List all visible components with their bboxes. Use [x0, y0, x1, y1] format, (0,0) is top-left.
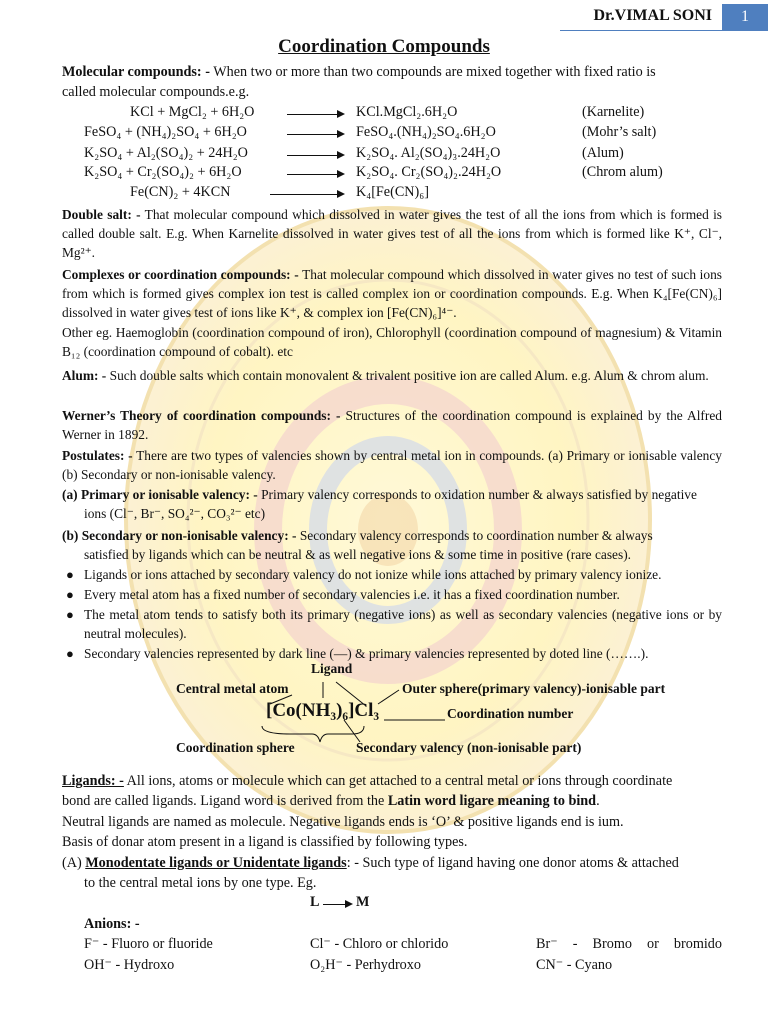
anions-heading: Anions: - [84, 916, 140, 932]
equation-lhs: K₂SO₄ + Al₂(SO₄)₂ + 24H₂O [84, 145, 248, 161]
diagram-secondary-valency-label: Secondary valency (non-ionisable part) [356, 740, 582, 755]
ligands-basis-text: Basis of donar atom present in a ligand is classified by following types. [62, 834, 468, 850]
ligands-basis-paragraph [62, 832, 722, 852]
bullet-text: Ligands or ions attached by secondary valency do not ionize while ions attached by primary valency ionize. [84, 567, 662, 582]
monodentate-text-2: to the central metal ions by one type. Eg. [84, 875, 317, 891]
bullet-dot-icon: ● [66, 587, 74, 602]
secondary-valency-heading: (b) Secondary or non-ionisable valency: - [62, 528, 297, 543]
anion-entry: OH⁻ - Hydroxo [84, 957, 175, 973]
ligands-latin-text: Latin word ligare meaning to bind [387, 793, 597, 809]
diagram-ligand-label: Ligand [311, 661, 353, 676]
anion-entry: CN⁻ - Cyano [536, 957, 613, 973]
monodentate-text-1: : - Such type of ligand having one donor atoms & attached [346, 855, 679, 871]
equation-name: (Chrom alum) [582, 164, 663, 180]
equation-rhs: K₂SO₄. Cr₂(SO₄)₂.24H₂O [356, 164, 502, 180]
ligands-heading: Ligands: - [62, 773, 124, 789]
primary-valency-heading: (a) Primary or ionisable valency: - [62, 487, 258, 502]
page-title: Coordination Compounds [278, 36, 490, 57]
alum-text: Such double salts which contain monovalent & trivalent positive ion are called Alum. e.g. Alum & chrom alum. [109, 368, 709, 383]
equation-name: (Alum) [582, 145, 624, 161]
bullet-dot-icon: ● [66, 607, 74, 622]
postulates-heading: Postulates: - [62, 448, 133, 463]
equation-name: (Karnelite) [582, 104, 645, 120]
equation-lhs: K₂SO₄ + Cr₂(SO₄)₂ + 6H₂O [84, 164, 242, 180]
diagram-coordination-number-label: Coordination number [447, 706, 574, 721]
equation-lhs: Fe(CN)₂ + 4KCN [130, 184, 231, 200]
ligands-text-2a: bond are called ligands. Ligand word is derived from the [62, 793, 385, 809]
equation-name: (Mohr’s salt) [582, 124, 657, 140]
arrow-right-icon [323, 904, 351, 905]
ligands-paragraph-1 [62, 771, 722, 791]
bullet-text: Every metal atom has a fixed number of secondary valencies i.e. it has a fixed coordination number. [84, 587, 620, 602]
double-salt-heading: Double salt: - [62, 207, 141, 222]
anion-entry: O₂H⁻ - Perhydroxo [310, 957, 421, 973]
complex-formula: [Co(NH₃)₆]Cl₃ [266, 700, 380, 721]
lm-right-label: M [356, 894, 370, 910]
anion-entry: Cl⁻ - Chloro or chlorido [310, 936, 449, 952]
lm-left-label: L [310, 894, 320, 910]
secondary-valency-text-2: satisfied by ligands which can be neutral & as well negative ions & some time in positive (rare cases). [84, 547, 632, 562]
alum-heading: Alum: - [62, 368, 107, 383]
werner-heading: Werner’s Theory of coordination compounds: - [62, 408, 341, 423]
anion-entry: F⁻ - Fluoro or fluoride [84, 936, 213, 952]
molecular-text-2: called molecular compounds.e.g. [62, 84, 250, 100]
monodentate-paragraph-1 [62, 853, 722, 873]
equation-rhs: K₄[Fe(CN)₆] [356, 184, 429, 200]
equation-lhs: FeSO₄ + (NH₄)₂SO₄ + 6H₂O [84, 124, 247, 140]
bullet-text: The metal atom tends to satisfy both its primary (negative ions) as well as secondary valencies (negative ions or by neutral molecules). [84, 607, 722, 641]
monodentate-paragraph-2 [84, 873, 722, 893]
secondary-valency-text-1: Secondary valency corresponds to coordination number & always [299, 528, 653, 543]
ligands-paragraph-2: bond are called ligands. Ligand word is derived from the Latin word ligare meaning to bind. [62, 793, 600, 809]
bullet-text: Secondary valencies represented by dark line (—) & primary valencies represented by doted line (…….). [84, 646, 649, 661]
equation-lhs: KCl + MgCl₂ + 6H₂O [130, 104, 255, 120]
molecular-text-1: When two or more than two compounds are mixed together with fixed ratio is [213, 64, 656, 80]
primary-valency-text-2: ions (Cl⁻, Br⁻, SO₄²⁻, CO₃²⁻ etc) [84, 506, 266, 521]
bullet-dot-icon: ● [66, 567, 74, 582]
werner-text: Structures of the coordination compound is explained by the Alfred Werner in 1892. [62, 408, 722, 442]
primary-valency-text-1: Primary valency corresponds to oxidation number & always satisfied by negative [261, 487, 697, 502]
author-name: Dr.VIMAL SONI [593, 7, 712, 24]
diagram-coordination-sphere-label: Coordination sphere [176, 740, 295, 755]
molecular-heading: Molecular compounds: - [62, 64, 210, 80]
equation-rhs: FeSO₄.(NH₄)₂SO₄.6H₂O [356, 124, 496, 140]
monodentate-heading: Monodentate ligands or Unidentate ligands [85, 855, 347, 871]
postulates-text: There are two types of valencies shown by central metal ion in compounds. (a) Primary or ionisable valency (b) Secondary or non-ionisable valency. [62, 448, 722, 482]
complexes-other-text: Other eg. Haemoglobin (coordination compound of iron), Chlorophyll (coordination compound of magnesium) & Vitamin B₁₂ (coordination compound of cobalt). etc [62, 325, 722, 359]
diagram-outer-sphere-label: Outer sphere(primary valency)-ionisable part [402, 681, 666, 696]
ligands-neutral-paragraph [62, 812, 722, 832]
equation-rhs: K₂SO₄. Al₂(SO₄)₃.24H₂O [356, 145, 501, 161]
bullet-dot-icon: ● [66, 646, 74, 661]
ligands-neutral-text: Neutral ligands are named as molecule. Negative ligands ends is ‘O’ & positive ligands end is ium. [62, 814, 624, 830]
complexes-text: That molecular compound which dissolved in water gives no test of such ions from which is formed gives complex ion test is called complex ion or coordination compounds. E.g. When K₄[Fe(CN)₆] dissolved in water gives test of ions like K⁺, & complex ion [Fe(CN)₆]⁴⁻. [62, 267, 722, 320]
complexes-heading: Complexes or coordination compounds: - [62, 267, 299, 282]
ligands-text-1: All ions, atoms or molecule which can get attached to a central metal or ions through coordinate [126, 773, 673, 789]
equation-rhs: KCl.MgCl₂.6H₂O [356, 104, 458, 120]
monodentate-prefix: (A) [62, 855, 82, 871]
anion-entry: Br⁻ - Bromo or bromido [536, 936, 722, 952]
double-salt-text: That molecular compound which dissolved in water gives the test of all the ions from which is formed is called double salt. E.g. When Karnelite dissolved in water gives test of all the ions from which is formed like K⁺, Cl⁻, Mg²⁺. [62, 207, 723, 260]
page-number: 1 [722, 4, 768, 30]
diagram-central-metal-label: Central metal atom [176, 681, 289, 696]
